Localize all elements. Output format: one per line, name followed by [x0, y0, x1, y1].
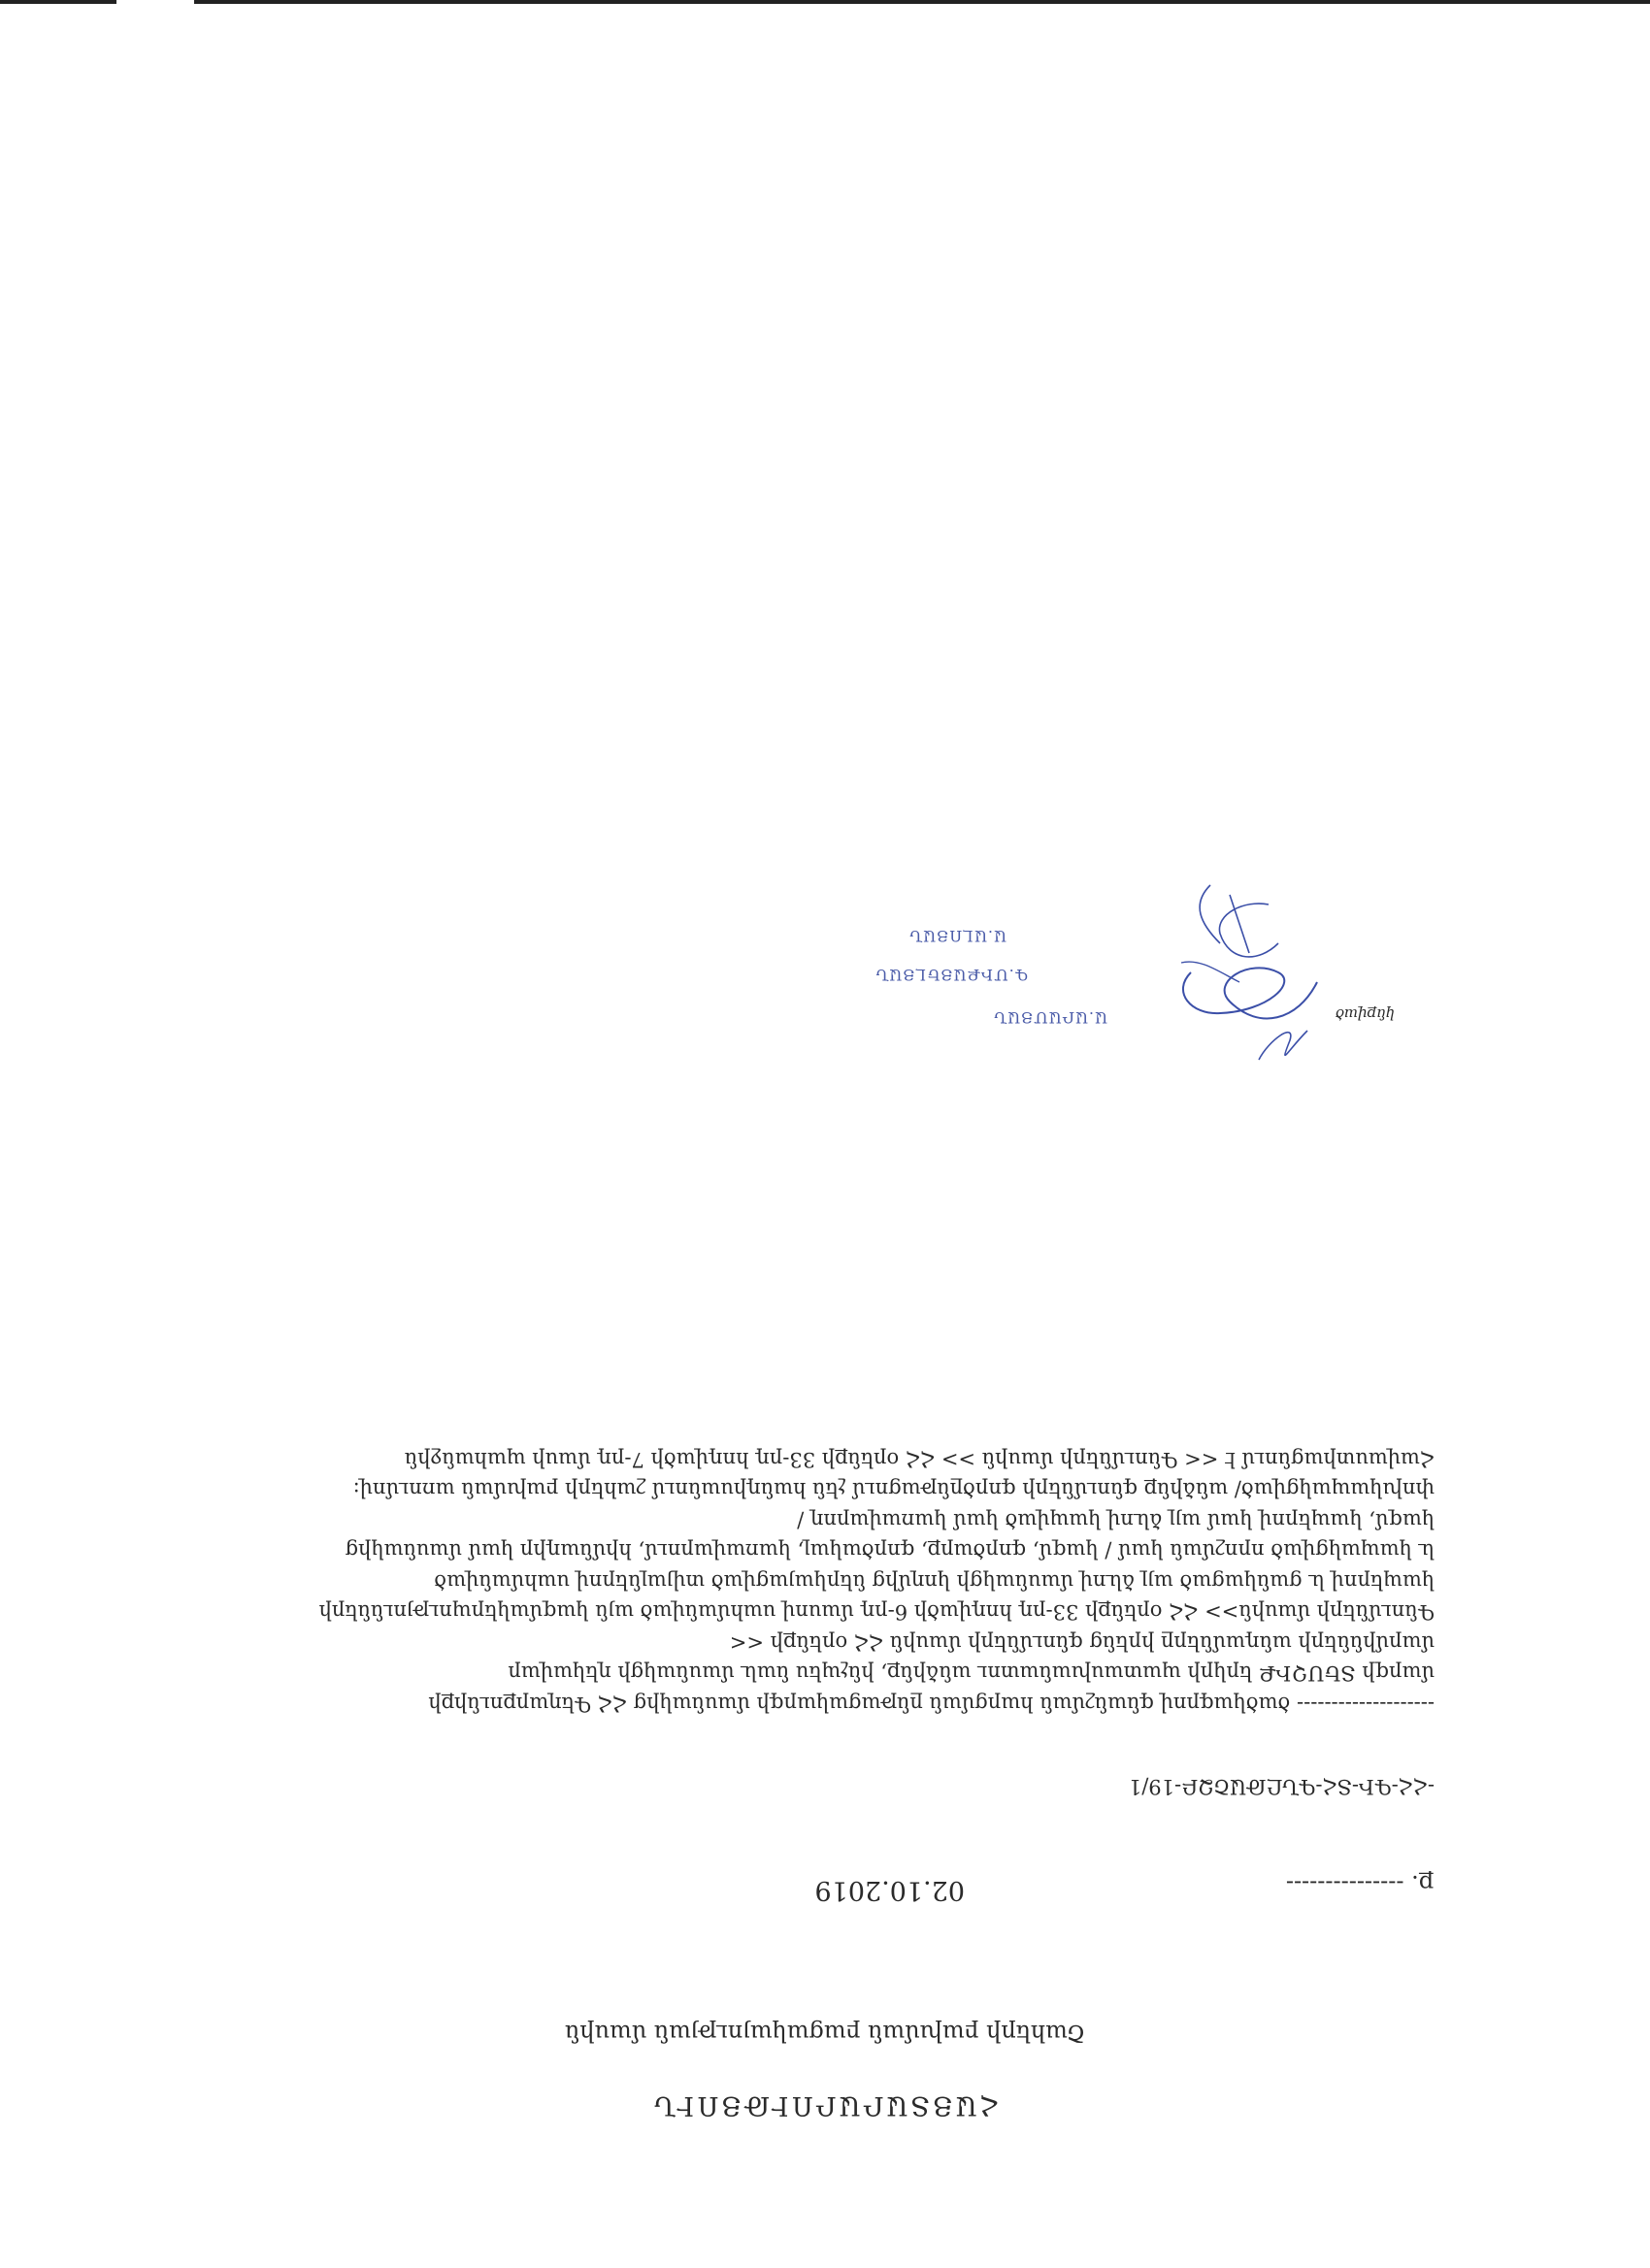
declaration-body [231, 1444, 1435, 1720]
document-title: ՀԱՅՏԱՐԱՐՈՒԹՅՈՒՆ [651, 2090, 999, 2120]
signatory-name: Գ.ՄԻՔԱՅԵԼՅԱՆ [874, 966, 1028, 984]
signature-block [874, 875, 1395, 1128]
signatory-name: Ա.ԱՐԱՄՅԱՆ [993, 1008, 1107, 1027]
signatory-name: Ա.ԱԼՈՅԱՆ [908, 927, 1006, 945]
body-line: մարզի ՏԵՍՉԻՔ երկրի պատասխանատու անձինք, ինչպես նաև մասնակցի ղեկավար [508, 1661, 1435, 1686]
body-line: կազմ, կապերով կամ այլ ձևով կապված կամ կառավարող / [797, 1509, 1435, 1532]
body-line: Գնումների մասին>> ՀՀ օրենքի 33-րդ հոդվածի 6-րդ մասով սահմանված այն կազմակերպությունների [318, 1600, 1435, 1625]
body-line: մարմինների անդամները իրենց գնումների մասին ՀՀ օրենքի << [729, 1631, 1435, 1655]
document-subtitle: Շահերի բախման բացակայության մասին [565, 2020, 1086, 2047]
reference-number: -ՀՀ-ԳԻ-ՏՀ-ԳՆԸԹԱՇՁԲ-19/1 [1128, 1775, 1435, 1798]
city-label: ք. --------------- [1285, 1870, 1434, 1897]
body-line: կապերով և ցանկացած այլ ձևով մասնակցի կողմից ներկայացված տվյալներով սահմանված [434, 1570, 1435, 1594]
body-line: Հավաստիացնում է << Գնումների մասին >> ՀՀ օրենքի 33-րդ հոդվածի 7-րդ մասի պահանջին [404, 1448, 1435, 1471]
body-line: -------------------- ծածկագրով գնանշման հարցման ընթացակարգի մասնակից ՀՀ Գեղարքունիքի [428, 1693, 1435, 1716]
body-line: փոխկապակցված/ անձինք գնումների գործընթացում չեն հանդիսանում շահերի բախման առումով: [352, 1478, 1435, 1502]
handwritten-signatures [1123, 875, 1336, 1128]
signature-role-label: կնքված [1335, 1005, 1395, 1023]
body-line: և կապակցված որոշման կամ / կազմ, գործարք, գործակալ, կառավարում, հիմնադիր կամ մասնակից [345, 1539, 1435, 1563]
document-date: 02.10.2019 [814, 1875, 965, 1905]
